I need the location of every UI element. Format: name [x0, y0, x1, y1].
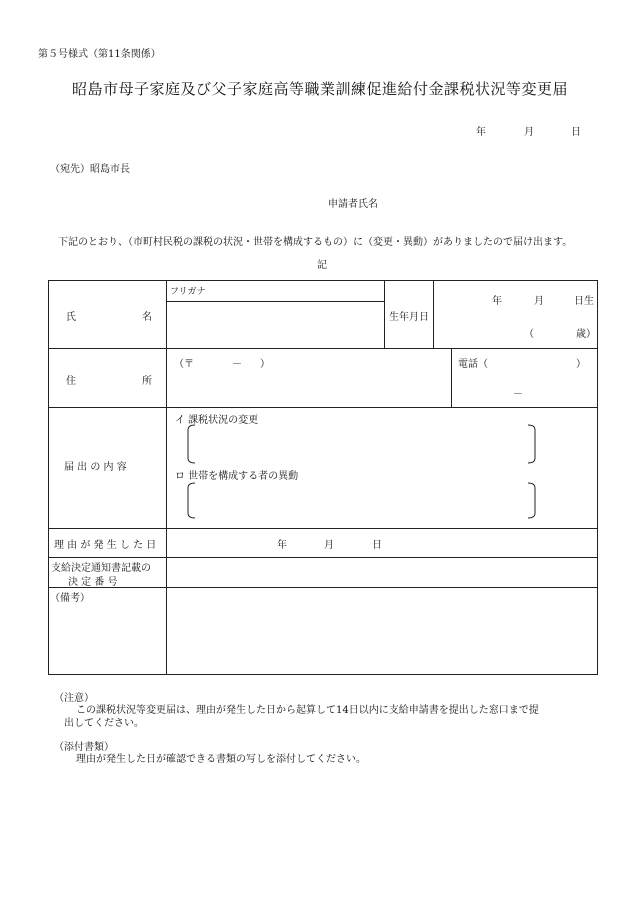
furigana-label: フリガナ — [170, 287, 206, 297]
birth-year: 年 — [492, 296, 502, 307]
address-label-2: 所 — [142, 376, 152, 387]
attach-heading: （添付書類） — [54, 742, 114, 753]
birth-month: 月 — [534, 296, 544, 307]
content-label: 届 出 の 内 容 — [64, 462, 127, 473]
page-title: 昭島市母子家庭及び父子家庭高等職業訓練促進給付金課税状況等変更届 — [72, 80, 569, 98]
household-change-input-area[interactable] — [196, 485, 526, 516]
item-household-change: ロ 世帯を構成する者の異動 — [175, 471, 299, 482]
postal-dash: － — [232, 359, 242, 370]
phone-label: 電話（ — [458, 359, 488, 370]
address-input-area[interactable] — [168, 370, 450, 406]
notes-line-2: 出してください。 — [64, 718, 144, 729]
postal-open: （〒 — [174, 359, 194, 370]
reason-date-label: 理 由 が 発 生 し た 日 — [54, 540, 157, 551]
item-tax-change: イ 課税状況の変更 — [175, 415, 259, 426]
remarks-label: （備考） — [50, 593, 90, 604]
applicant-label: 申請者氏名 — [328, 199, 378, 210]
tax-change-input-area[interactable] — [196, 427, 526, 461]
reason-day: 日 — [372, 540, 382, 551]
name-label-1: 氏 — [66, 312, 76, 323]
decision-label-2: 決 定 番 号 — [68, 577, 118, 588]
phone-close: ） — [576, 359, 586, 370]
intro-text: 下記のとおり、（市町村民税の課税の状況・世帯を構成するもの）に（変更・異動）がありましたので届け出ます。 — [58, 237, 573, 248]
date-year: 年 — [476, 127, 486, 138]
date-month: 月 — [524, 127, 534, 138]
decision-label-1: 支給決定通知書記載の — [51, 563, 151, 574]
reason-year: 年 — [277, 540, 287, 551]
notes-line-1: この課税状況等変更届は、理由が発生した日から起算して14日以内に支給申請書を提出した窓口まで提 — [76, 705, 539, 716]
notes-heading: （注意） — [54, 693, 94, 704]
name-input-area[interactable] — [168, 302, 383, 347]
ki-mark: 記 — [317, 260, 327, 271]
name-label-2: 名 — [142, 312, 152, 323]
date-day: 日 — [571, 127, 581, 138]
birth-day: 日生 — [574, 296, 594, 307]
age-open: （ — [524, 329, 534, 340]
addressee: （宛先）昭島市長 — [50, 164, 130, 175]
postal-close: ） — [260, 359, 270, 370]
attach-line-1: 理由が発生した日が確認できる書類の写しを添付してください。 — [76, 754, 366, 765]
remarks-input-area[interactable] — [168, 589, 596, 673]
birth-label: 生年月日 — [389, 312, 429, 323]
address-label-1: 住 — [66, 376, 76, 387]
form-number: 第５号様式（第11条関係） — [38, 49, 161, 60]
reason-month: 月 — [324, 540, 334, 551]
decision-number-input[interactable] — [168, 559, 596, 586]
phone-dash: － — [513, 389, 523, 400]
age-close: 歳） — [576, 329, 596, 340]
